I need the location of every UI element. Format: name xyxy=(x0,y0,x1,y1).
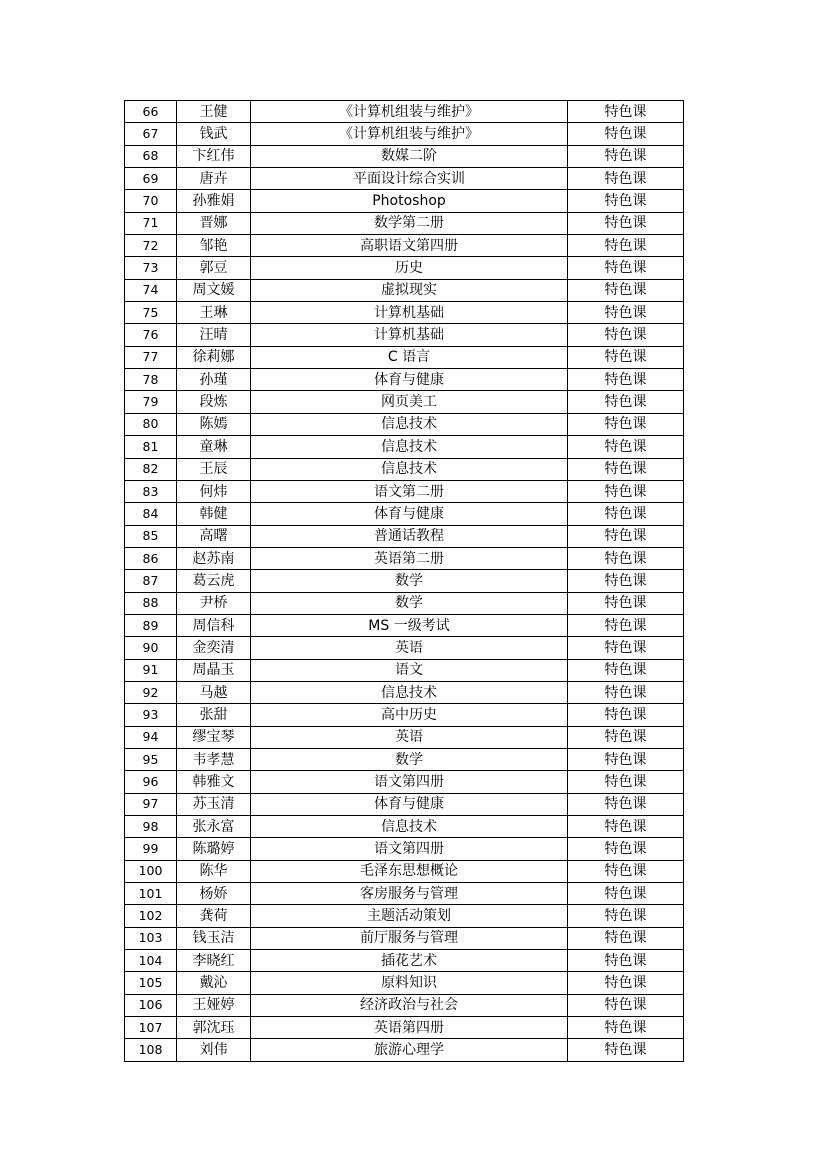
course-type-cell: 特色课 xyxy=(568,614,684,636)
row-number-cell: 77 xyxy=(125,346,177,368)
table-row xyxy=(125,704,684,726)
course-type-cell: 特色课 xyxy=(568,659,684,681)
course-type-cell: 特色课 xyxy=(568,212,684,234)
table-row xyxy=(125,994,684,1016)
table-row xyxy=(125,860,684,882)
teacher-name-cell: 龚荷 xyxy=(177,905,251,927)
course-name-cell: 信息技术 xyxy=(251,681,568,703)
course-name-cell: 客房服务与管理 xyxy=(251,883,568,905)
table-row xyxy=(125,793,684,815)
course-name-cell: 信息技术 xyxy=(251,413,568,435)
course-name-cell: 计算机基础 xyxy=(251,302,568,324)
row-number-cell: 101 xyxy=(125,883,177,905)
row-number-cell: 83 xyxy=(125,480,177,502)
course-name-cell: 《计算机组装与维护》 xyxy=(251,101,568,123)
row-number-cell: 69 xyxy=(125,168,177,190)
course-name-cell: 体育与健康 xyxy=(251,793,568,815)
course-type-cell: 特色课 xyxy=(568,860,684,882)
row-number-cell: 72 xyxy=(125,235,177,257)
course-name-cell: 高职语文第四册 xyxy=(251,235,568,257)
course-name-cell: 网页美工 xyxy=(251,391,568,413)
teacher-name-cell: 苏玉清 xyxy=(177,793,251,815)
teacher-name-cell: 段炼 xyxy=(177,391,251,413)
table-row xyxy=(125,950,684,972)
course-type-cell: 特色课 xyxy=(568,525,684,547)
table-row xyxy=(125,346,684,368)
course-name-cell: 《计算机组装与维护》 xyxy=(251,123,568,145)
row-number-cell: 88 xyxy=(125,592,177,614)
course-name-cell: 数学第二册 xyxy=(251,212,568,234)
table-row xyxy=(125,972,684,994)
row-number-cell: 100 xyxy=(125,860,177,882)
teacher-name-cell: 徐莉娜 xyxy=(177,346,251,368)
teacher-name-cell: 晋娜 xyxy=(177,212,251,234)
table-row xyxy=(125,123,684,145)
course-name-cell: 语文 xyxy=(251,659,568,681)
table-row xyxy=(125,302,684,324)
course-name-cell: 原料知识 xyxy=(251,972,568,994)
course-name-cell: 数学 xyxy=(251,748,568,770)
table-row xyxy=(125,659,684,681)
teacher-name-cell: 王琳 xyxy=(177,302,251,324)
row-number-cell: 67 xyxy=(125,123,177,145)
row-number-cell: 99 xyxy=(125,838,177,860)
course-name-cell: 英语第二册 xyxy=(251,547,568,569)
teacher-name-cell: 王辰 xyxy=(177,458,251,480)
row-number-cell: 78 xyxy=(125,369,177,391)
row-number-cell: 73 xyxy=(125,257,177,279)
course-type-cell: 特色课 xyxy=(568,681,684,703)
table-row xyxy=(125,436,684,458)
teacher-name-cell: 汪晴 xyxy=(177,324,251,346)
course-type-cell: 特色课 xyxy=(568,101,684,123)
table-row xyxy=(125,816,684,838)
row-number-cell: 84 xyxy=(125,503,177,525)
table-row xyxy=(125,883,684,905)
course-type-cell: 特色课 xyxy=(568,480,684,502)
table-row xyxy=(125,592,684,614)
course-name-cell: 英语 xyxy=(251,726,568,748)
table-row xyxy=(125,212,684,234)
course-type-cell: 特色课 xyxy=(568,458,684,480)
row-number-cell: 81 xyxy=(125,436,177,458)
course-type-cell: 特色课 xyxy=(568,436,684,458)
row-number-cell: 94 xyxy=(125,726,177,748)
table-row xyxy=(125,547,684,569)
table-row xyxy=(125,279,684,301)
teacher-name-cell: 童琳 xyxy=(177,436,251,458)
teacher-name-cell: 戴沁 xyxy=(177,972,251,994)
table-row xyxy=(125,726,684,748)
teacher-name-cell: 高曙 xyxy=(177,525,251,547)
row-number-cell: 79 xyxy=(125,391,177,413)
teacher-name-cell: 陈璐婷 xyxy=(177,838,251,860)
teacher-name-cell: 郭豆 xyxy=(177,257,251,279)
table-row xyxy=(125,391,684,413)
course-type-cell: 特色课 xyxy=(568,168,684,190)
row-number-cell: 66 xyxy=(125,101,177,123)
row-number-cell: 89 xyxy=(125,614,177,636)
table-row xyxy=(125,480,684,502)
course-type-cell: 特色课 xyxy=(568,190,684,212)
course-name-cell: 虚拟现实 xyxy=(251,279,568,301)
course-type-cell: 特色课 xyxy=(568,972,684,994)
course-type-cell: 特色课 xyxy=(568,748,684,770)
table-row xyxy=(125,838,684,860)
table-row xyxy=(125,927,684,949)
course-type-cell: 特色课 xyxy=(568,324,684,346)
teacher-name-cell: 张永富 xyxy=(177,816,251,838)
row-number-cell: 75 xyxy=(125,302,177,324)
course-table xyxy=(124,100,684,1062)
teacher-name-cell: 孙瑾 xyxy=(177,369,251,391)
course-type-cell: 特色课 xyxy=(568,302,684,324)
teacher-name-cell: 王娅婷 xyxy=(177,994,251,1016)
course-type-cell: 特色课 xyxy=(568,704,684,726)
row-number-cell: 90 xyxy=(125,637,177,659)
course-type-cell: 特色课 xyxy=(568,257,684,279)
row-number-cell: 105 xyxy=(125,972,177,994)
course-name-cell: 数学 xyxy=(251,570,568,592)
row-number-cell: 80 xyxy=(125,413,177,435)
table-body xyxy=(125,101,684,1062)
course-type-cell: 特色课 xyxy=(568,771,684,793)
row-number-cell: 76 xyxy=(125,324,177,346)
course-type-cell: 特色课 xyxy=(568,994,684,1016)
teacher-name-cell: 韦孝慧 xyxy=(177,748,251,770)
table-row xyxy=(125,1039,684,1061)
course-name-cell: 历史 xyxy=(251,257,568,279)
teacher-name-cell: 邹艳 xyxy=(177,235,251,257)
teacher-name-cell: 王健 xyxy=(177,101,251,123)
row-number-cell: 103 xyxy=(125,927,177,949)
teacher-name-cell: 唐卉 xyxy=(177,168,251,190)
teacher-name-cell: 周信科 xyxy=(177,614,251,636)
table-row xyxy=(125,681,684,703)
table-row xyxy=(125,369,684,391)
row-number-cell: 95 xyxy=(125,748,177,770)
table-row xyxy=(125,748,684,770)
row-number-cell: 104 xyxy=(125,950,177,972)
course-name-cell: C 语言 xyxy=(251,346,568,368)
table-row xyxy=(125,771,684,793)
course-type-cell: 特色课 xyxy=(568,905,684,927)
table-row xyxy=(125,458,684,480)
row-number-cell: 106 xyxy=(125,994,177,1016)
course-type-cell: 特色课 xyxy=(568,950,684,972)
course-name-cell: 语文第四册 xyxy=(251,771,568,793)
teacher-name-cell: 钱玉洁 xyxy=(177,927,251,949)
teacher-name-cell: 郭沈珏 xyxy=(177,1017,251,1039)
course-type-cell: 特色课 xyxy=(568,547,684,569)
course-name-cell: 前厅服务与管理 xyxy=(251,927,568,949)
row-number-cell: 92 xyxy=(125,681,177,703)
course-name-cell: 体育与健康 xyxy=(251,369,568,391)
course-name-cell: 语文第二册 xyxy=(251,480,568,502)
teacher-name-cell: 葛云虎 xyxy=(177,570,251,592)
table-row xyxy=(125,570,684,592)
teacher-name-cell: 何炜 xyxy=(177,480,251,502)
row-number-cell: 107 xyxy=(125,1017,177,1039)
table-row xyxy=(125,413,684,435)
teacher-name-cell: 周文媛 xyxy=(177,279,251,301)
course-name-cell: Photoshop xyxy=(251,190,568,212)
table-row xyxy=(125,1017,684,1039)
row-number-cell: 82 xyxy=(125,458,177,480)
course-name-cell: MS 一级考试 xyxy=(251,614,568,636)
course-type-cell: 特色课 xyxy=(568,413,684,435)
table-row xyxy=(125,190,684,212)
course-name-cell: 平面设计综合实训 xyxy=(251,168,568,190)
course-type-cell: 特色课 xyxy=(568,123,684,145)
teacher-name-cell: 卞红伟 xyxy=(177,145,251,167)
row-number-cell: 68 xyxy=(125,145,177,167)
course-type-cell: 特色课 xyxy=(568,637,684,659)
teacher-name-cell: 金奕清 xyxy=(177,637,251,659)
row-number-cell: 108 xyxy=(125,1039,177,1061)
teacher-name-cell: 钱武 xyxy=(177,123,251,145)
table-row xyxy=(125,324,684,346)
table-row xyxy=(125,101,684,123)
table-row xyxy=(125,525,684,547)
course-name-cell: 计算机基础 xyxy=(251,324,568,346)
row-number-cell: 102 xyxy=(125,905,177,927)
row-number-cell: 85 xyxy=(125,525,177,547)
course-type-cell: 特色课 xyxy=(568,793,684,815)
course-name-cell: 信息技术 xyxy=(251,816,568,838)
course-name-cell: 信息技术 xyxy=(251,458,568,480)
row-number-cell: 70 xyxy=(125,190,177,212)
table-row xyxy=(125,168,684,190)
teacher-name-cell: 周晶玉 xyxy=(177,659,251,681)
teacher-name-cell: 韩雅文 xyxy=(177,771,251,793)
course-name-cell: 普通话教程 xyxy=(251,525,568,547)
course-name-cell: 经济政治与社会 xyxy=(251,994,568,1016)
course-type-cell: 特色课 xyxy=(568,838,684,860)
course-type-cell: 特色课 xyxy=(568,726,684,748)
course-type-cell: 特色课 xyxy=(568,1039,684,1061)
course-name-cell: 高中历史 xyxy=(251,704,568,726)
teacher-name-cell: 马越 xyxy=(177,681,251,703)
teacher-name-cell: 韩健 xyxy=(177,503,251,525)
course-type-cell: 特色课 xyxy=(568,235,684,257)
table-row xyxy=(125,145,684,167)
teacher-name-cell: 杨娇 xyxy=(177,883,251,905)
table-row xyxy=(125,235,684,257)
teacher-name-cell: 李晓红 xyxy=(177,950,251,972)
table-row xyxy=(125,614,684,636)
row-number-cell: 96 xyxy=(125,771,177,793)
course-name-cell: 主题活动策划 xyxy=(251,905,568,927)
course-type-cell: 特色课 xyxy=(568,346,684,368)
teacher-name-cell: 缪宝琴 xyxy=(177,726,251,748)
course-type-cell: 特色课 xyxy=(568,503,684,525)
table-row xyxy=(125,637,684,659)
course-name-cell: 英语 xyxy=(251,637,568,659)
teacher-name-cell: 刘伟 xyxy=(177,1039,251,1061)
row-number-cell: 74 xyxy=(125,279,177,301)
teacher-name-cell: 张甜 xyxy=(177,704,251,726)
course-name-cell: 数媒二阶 xyxy=(251,145,568,167)
course-name-cell: 数学 xyxy=(251,592,568,614)
course-type-cell: 特色课 xyxy=(568,279,684,301)
course-type-cell: 特色课 xyxy=(568,816,684,838)
course-type-cell: 特色课 xyxy=(568,570,684,592)
teacher-name-cell: 孙雅娟 xyxy=(177,190,251,212)
course-name-cell: 插花艺术 xyxy=(251,950,568,972)
course-type-cell: 特色课 xyxy=(568,369,684,391)
row-number-cell: 71 xyxy=(125,212,177,234)
teacher-name-cell: 赵苏南 xyxy=(177,547,251,569)
row-number-cell: 97 xyxy=(125,793,177,815)
row-number-cell: 87 xyxy=(125,570,177,592)
course-name-cell: 语文第四册 xyxy=(251,838,568,860)
course-type-cell: 特色课 xyxy=(568,883,684,905)
teacher-name-cell: 陈嫣 xyxy=(177,413,251,435)
table-row xyxy=(125,257,684,279)
course-type-cell: 特色课 xyxy=(568,592,684,614)
course-type-cell: 特色课 xyxy=(568,391,684,413)
teacher-name-cell: 陈华 xyxy=(177,860,251,882)
course-type-cell: 特色课 xyxy=(568,145,684,167)
course-name-cell: 旅游心理学 xyxy=(251,1039,568,1061)
row-number-cell: 98 xyxy=(125,816,177,838)
teacher-name-cell: 尹桥 xyxy=(177,592,251,614)
course-type-cell: 特色课 xyxy=(568,927,684,949)
course-name-cell: 信息技术 xyxy=(251,436,568,458)
row-number-cell: 91 xyxy=(125,659,177,681)
course-name-cell: 毛泽东思想概论 xyxy=(251,860,568,882)
course-type-cell: 特色课 xyxy=(568,1017,684,1039)
row-number-cell: 93 xyxy=(125,704,177,726)
course-name-cell: 英语第四册 xyxy=(251,1017,568,1039)
row-number-cell: 86 xyxy=(125,547,177,569)
table-row xyxy=(125,905,684,927)
course-name-cell: 体育与健康 xyxy=(251,503,568,525)
table-row xyxy=(125,503,684,525)
